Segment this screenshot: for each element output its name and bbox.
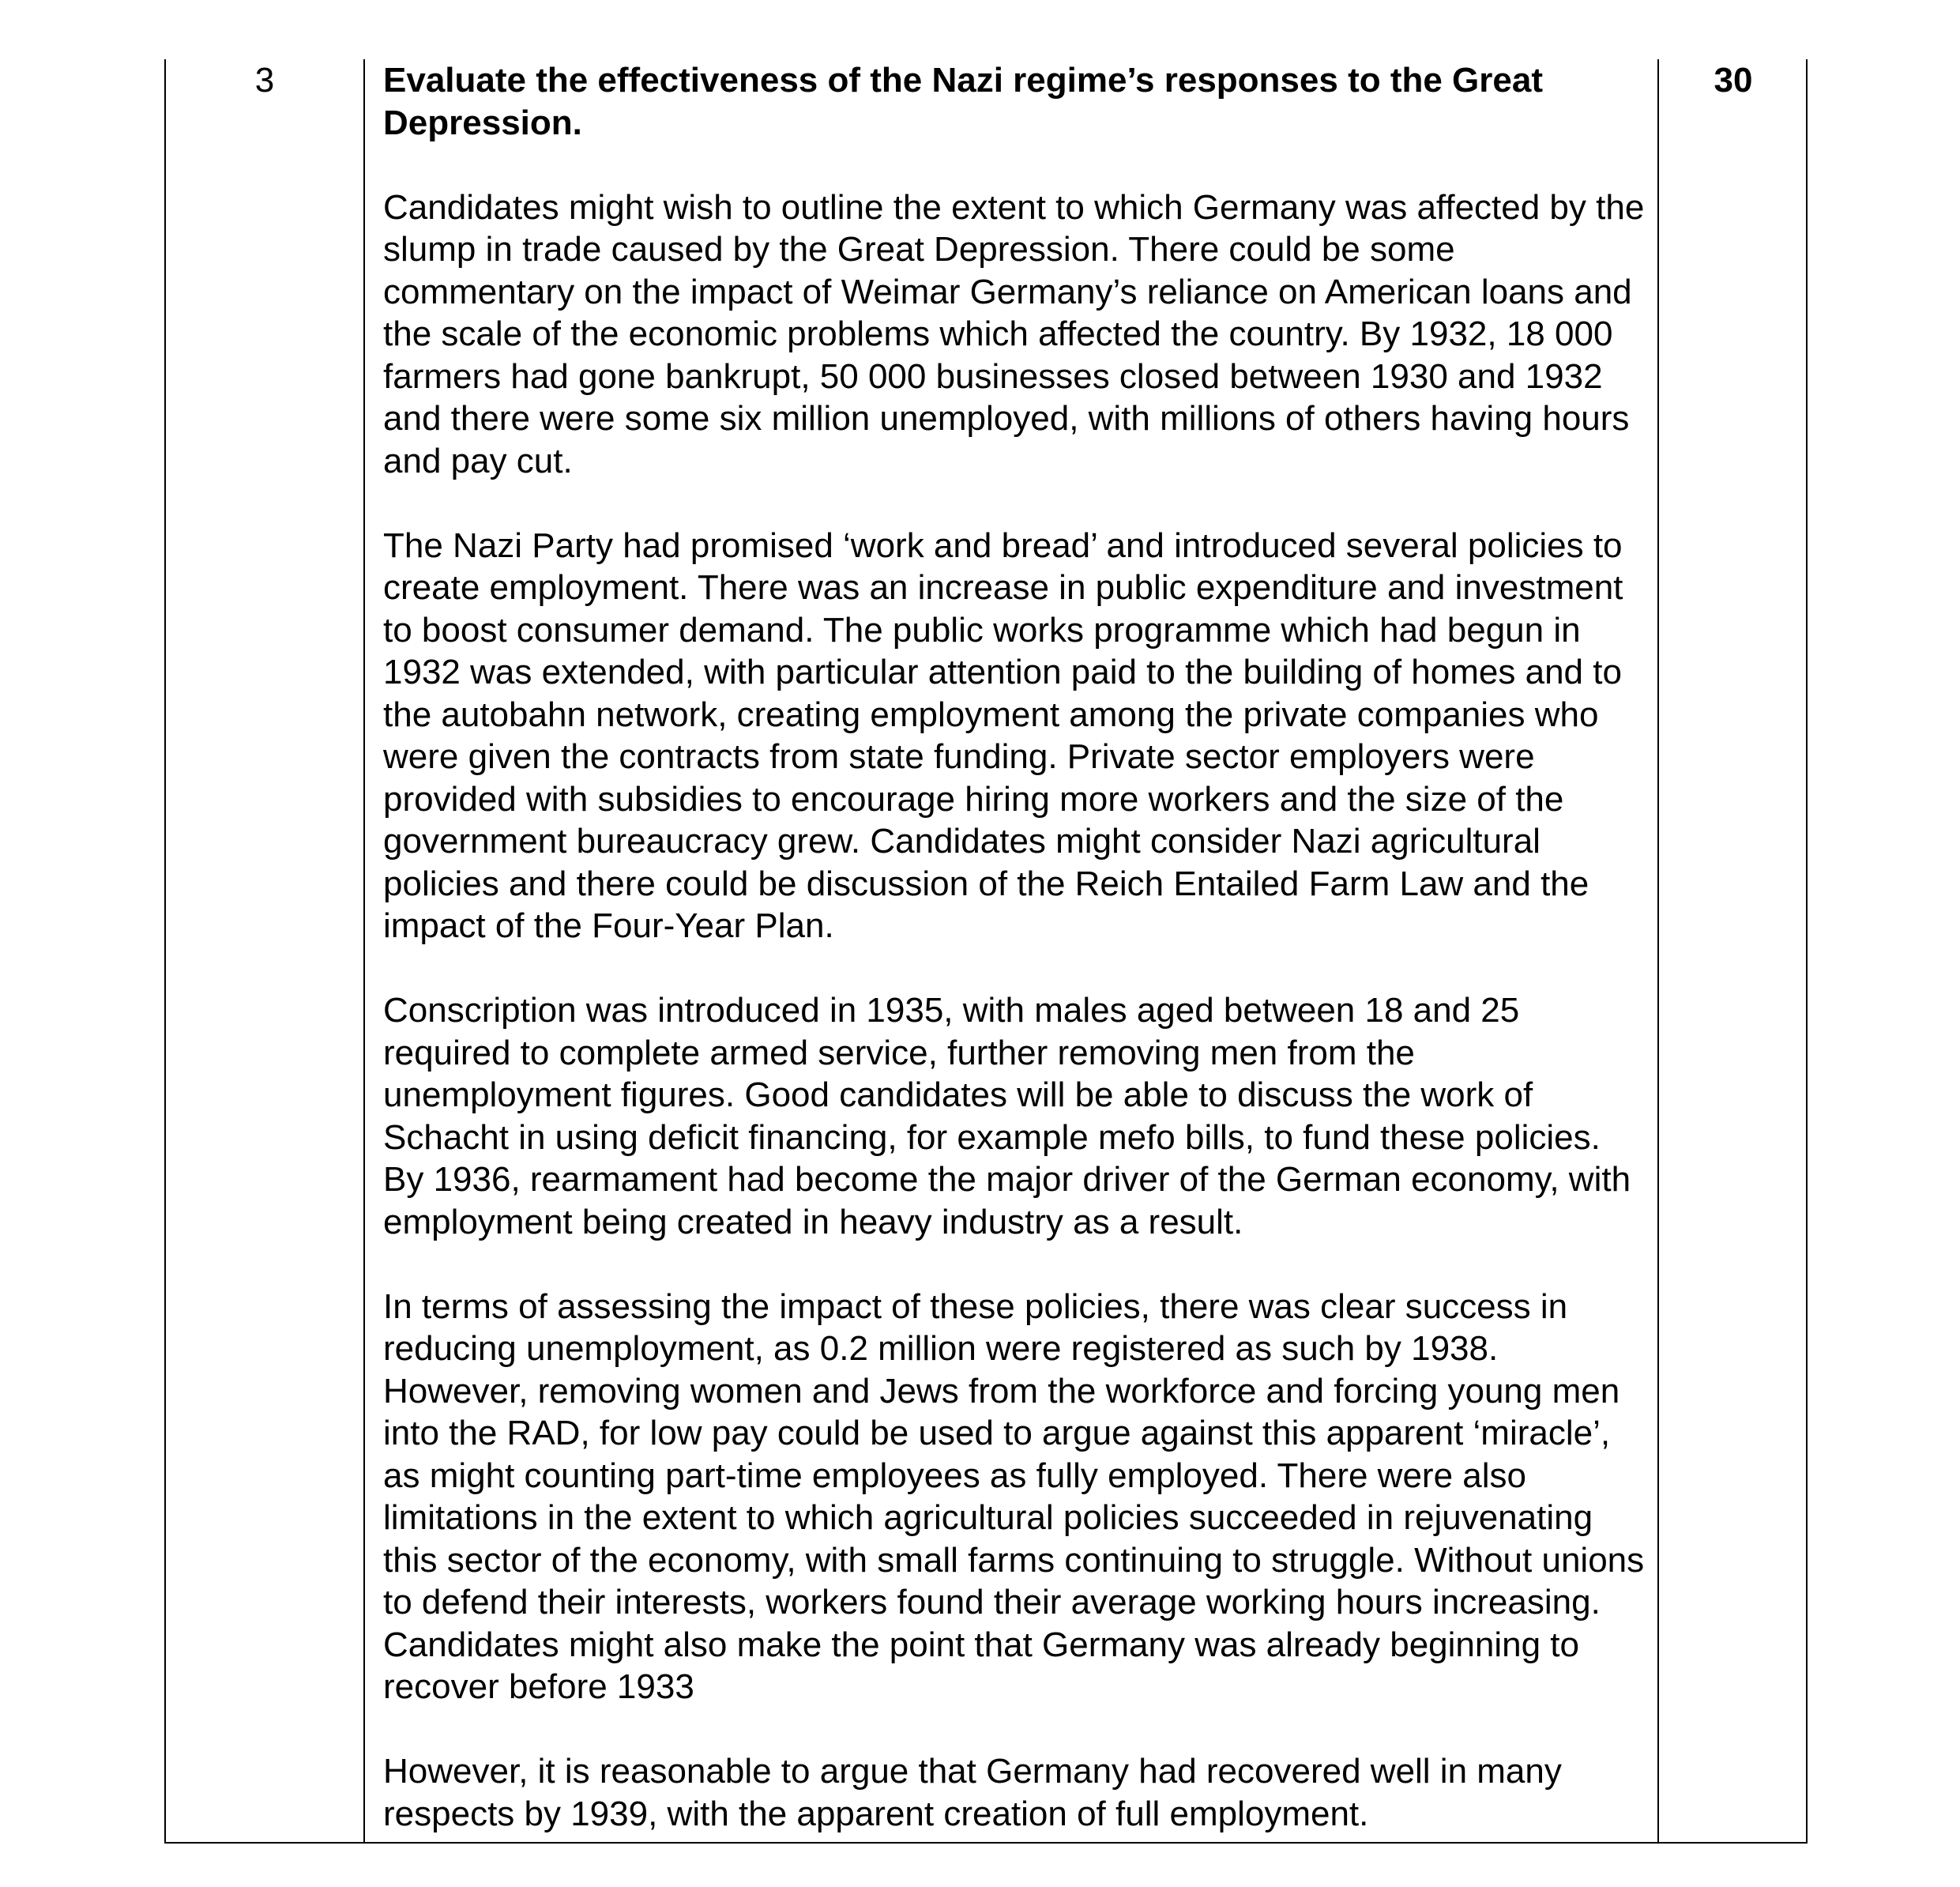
column-divider (363, 59, 365, 1842)
question-text: Evaluate the effectiveness of the Nazi regime’s responses to the Great Depression. (383, 61, 1543, 142)
guidance-paragraph: However, it is reasonable to argue that Germany had recovered well in many respects by 1939, with the apparent creation of full employment. (383, 1752, 1562, 1833)
mark-scheme-table (164, 59, 1808, 1844)
question-number: 3 (254, 61, 275, 100)
answer-guidance (383, 59, 1647, 1835)
guidance-paragraph: Conscription was introduced in 1935, with males aged between 18 and 25 required to complete armed service, further removing men from the unemployment figures. Good candidates will be able to discuss the work of Schacht in using deficit financing, for example mefo bills, to fund these policies. By 1936, rearmament had become the major driver of the German economy, with employment being created in heavy industry as a result. (383, 991, 1631, 1241)
guidance-paragraph: The Nazi Party had promised ‘work and bread’ and introduced several policies to create employment. There was an increase in public expenditure and investment to boost consumer demand. The public works programme which had begun in 1932 was extended, with particular attention paid to the building of homes and to the autobahn network, creating employment among the private companies who were given the contracts from state funding. Private sector employers were provided with subsidies to encourage hiring more workers and the size of the government bureaucracy grew. Candidates might consider Nazi agricultural policies and there could be discussion of the Reich Entailed Farm Law and the impact of the Four-Year Plan. (383, 525, 1623, 945)
marks-value: 30 (1714, 61, 1753, 100)
guidance-paragraph: Candidates might wish to outline the extent to which Germany was affected by the slump in trade caused by the Great Depression. There could be some commentary on the impact of Weimar Germany’s reliance on American loans and the scale of the economic problems which affected the country. By 1932, 18 000 farmers had gone bankrupt, 50 000 businesses closed between 1930 and 1932 and there were some six million unemployed, with millions of others having hours and pay cut. (383, 187, 1645, 480)
guidance-paragraph: In terms of assessing the impact of these policies, there was clear success in reducing unemployment, as 0.2 million were registered as such by 1938. However, removing women and Jews from the workforce and forcing young men into the RAD, for low pay could be used to argue against this apparent ‘miracle’, as might counting part-time employees as fully employed. There were also limitations in the extent to which agricultural policies succeeded in rejuvenating this sector of the economy, with small farms continuing to struggle. Without unions to defend their interests, workers found their average working hours increasing. Candidates might also make the point that Germany was already beginning to recover before 1933 (383, 1286, 1645, 1706)
column-divider (1657, 59, 1659, 1842)
